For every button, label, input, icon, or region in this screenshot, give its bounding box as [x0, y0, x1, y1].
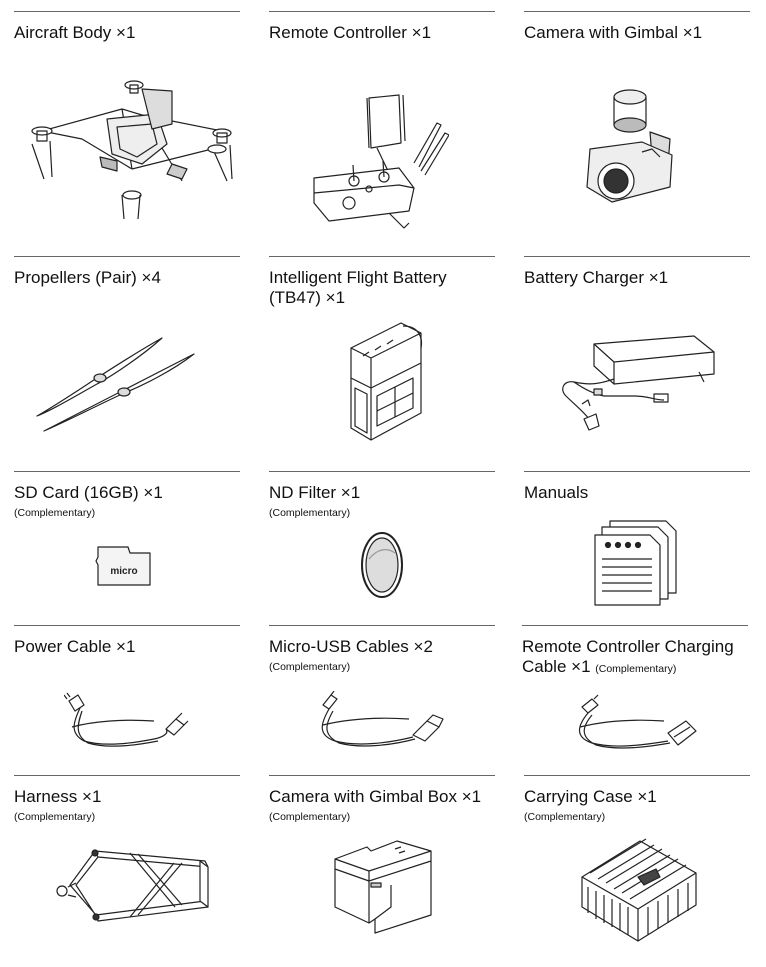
item-subtitle: (Complementary) — [595, 663, 677, 675]
divider — [522, 625, 748, 626]
gimbal-camera-icon — [582, 87, 682, 212]
divider — [269, 11, 495, 12]
item-title: Carrying Case ×1 — [524, 787, 657, 806]
divider — [269, 256, 495, 257]
harness-icon — [40, 847, 215, 927]
item-title: Manuals — [524, 483, 589, 502]
divider — [269, 471, 495, 472]
divider — [14, 471, 240, 472]
gimbal-box-icon — [331, 837, 436, 937]
rc-charging-cable-icon — [574, 693, 699, 753]
divider — [524, 471, 750, 472]
item-subtitle: (Complementary) — [269, 811, 351, 823]
item-title: Harness ×1 — [14, 787, 102, 806]
divider — [524, 775, 750, 776]
item-subtitle: (Complementary) — [269, 661, 351, 673]
charger-icon — [554, 334, 724, 434]
item-title: Camera with Gimbal Box ×1 — [269, 787, 482, 806]
divider — [14, 256, 240, 257]
item-title: Remote Controller ×1 — [269, 23, 432, 42]
item-subtitle: (Complementary) — [524, 811, 606, 823]
svg-text:micro: micro — [110, 566, 138, 577]
usb-cable-icon — [317, 691, 445, 751]
item-title: Battery Charger ×1 — [524, 268, 669, 287]
divider — [269, 625, 495, 626]
divider — [14, 775, 240, 776]
divider — [524, 256, 750, 257]
remote-controller-icon — [309, 93, 449, 233]
divider — [14, 11, 240, 12]
nd-filter-icon — [357, 529, 407, 601]
item-title: Aircraft Body ×1 — [14, 23, 136, 42]
item-title-line1: Intelligent Flight Battery — [269, 268, 447, 287]
item-subtitle: (Complementary) — [269, 507, 351, 519]
drone-icon — [22, 69, 242, 219]
item-title: ND Filter ×1 — [269, 483, 361, 502]
item-title: Power Cable ×1 — [14, 637, 136, 656]
item-subtitle: (Complementary) — [14, 507, 96, 519]
item-title-line2: Cable ×1 — [522, 657, 591, 676]
divider — [14, 625, 240, 626]
item-subtitle: (Complementary) — [14, 811, 96, 823]
item-title: SD Card (16GB) ×1 — [14, 483, 163, 502]
manuals-icon — [592, 517, 682, 607]
divider — [524, 11, 750, 12]
carrying-case-icon — [578, 837, 698, 947]
item-title: Micro-USB Cables ×2 — [269, 637, 433, 656]
item-title: Camera with Gimbal ×1 — [524, 23, 703, 42]
sd-card-icon — [94, 543, 154, 588]
battery-icon — [341, 318, 431, 443]
power-cable-icon — [64, 691, 189, 751]
propeller-icon — [32, 336, 197, 436]
item-title: Propellers (Pair) ×4 — [14, 268, 161, 287]
item-title-line1: Remote Controller Charging — [522, 637, 734, 656]
item-title-line2: (TB47) ×1 — [269, 288, 346, 307]
divider — [269, 775, 495, 776]
